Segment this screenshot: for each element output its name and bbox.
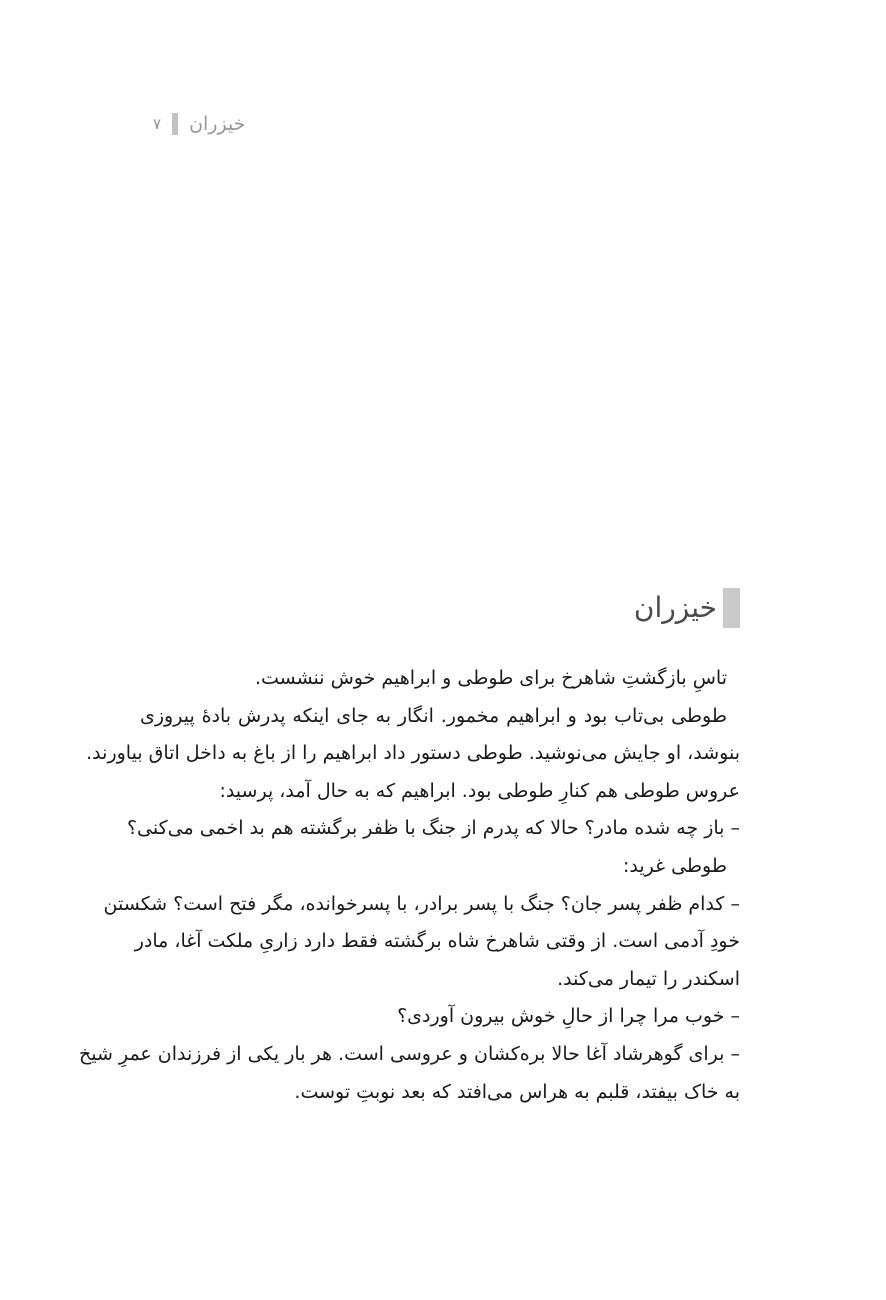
running-head xyxy=(153,110,245,138)
body-line: به خاک بیفتد، قلبم به هراس می‌افتد که بعد نوبتِ توست. xyxy=(294,1080,740,1103)
body-text xyxy=(79,660,740,1111)
chapter-marker-block xyxy=(723,588,740,628)
body-line: بنوشد، او جایش می‌نوشید. طوطی دستور داد ابراهیم را از باغ به داخل اتاق بیاورند. xyxy=(86,742,740,765)
running-head-book-title: خیزران xyxy=(189,113,246,135)
body-line: طوطی غرید: xyxy=(622,854,727,877)
body-line: خودِ آدمی است. از وقتی شاهرخ شاه برگشته فقط دارد زاریِ ملکت آغا، مادر xyxy=(134,930,740,953)
body-line: – خوب مرا چرا از حالِ خوش بیرون آوردی؟ xyxy=(397,1005,740,1028)
running-head-separator-bar xyxy=(172,113,178,135)
body-line: – برای گوهرشاد آغا حالا بره‌کشان و عروسی است. هر بار یکی از فرزندان عمرِ شیخ xyxy=(79,1042,740,1065)
body-line: طوطی بی‌تاب بود و ابراهیم مخمور. انگار به جای اینکه پدرش بادهٔ پیروزی xyxy=(140,704,727,727)
chapter-heading xyxy=(634,586,740,630)
body-line: – کدام ظفر پسر جان؟ جنگ با پسر برادر، با پسرخوانده، مگر فتح است؟ شکستن xyxy=(103,892,740,915)
body-line: – باز چه شده مادر؟ حالا که پدرم از جنگ با ظفر برگشته هم بد اخمی می‌کنی؟ xyxy=(126,817,740,840)
running-head-page-number: ۷ xyxy=(153,115,162,133)
chapter-title: خیزران xyxy=(633,591,717,624)
body-line: عروس طوطی هم کنارِ طوطی بود. ابراهیم که به حال آمد، پرسید: xyxy=(219,779,740,802)
body-line: تاسِ بازگشتِ شاهرخ برای طوطی و ابراهیم خوش ننشست. xyxy=(254,667,727,689)
body-line: اسکندر را تیمار می‌کند. xyxy=(557,967,740,990)
